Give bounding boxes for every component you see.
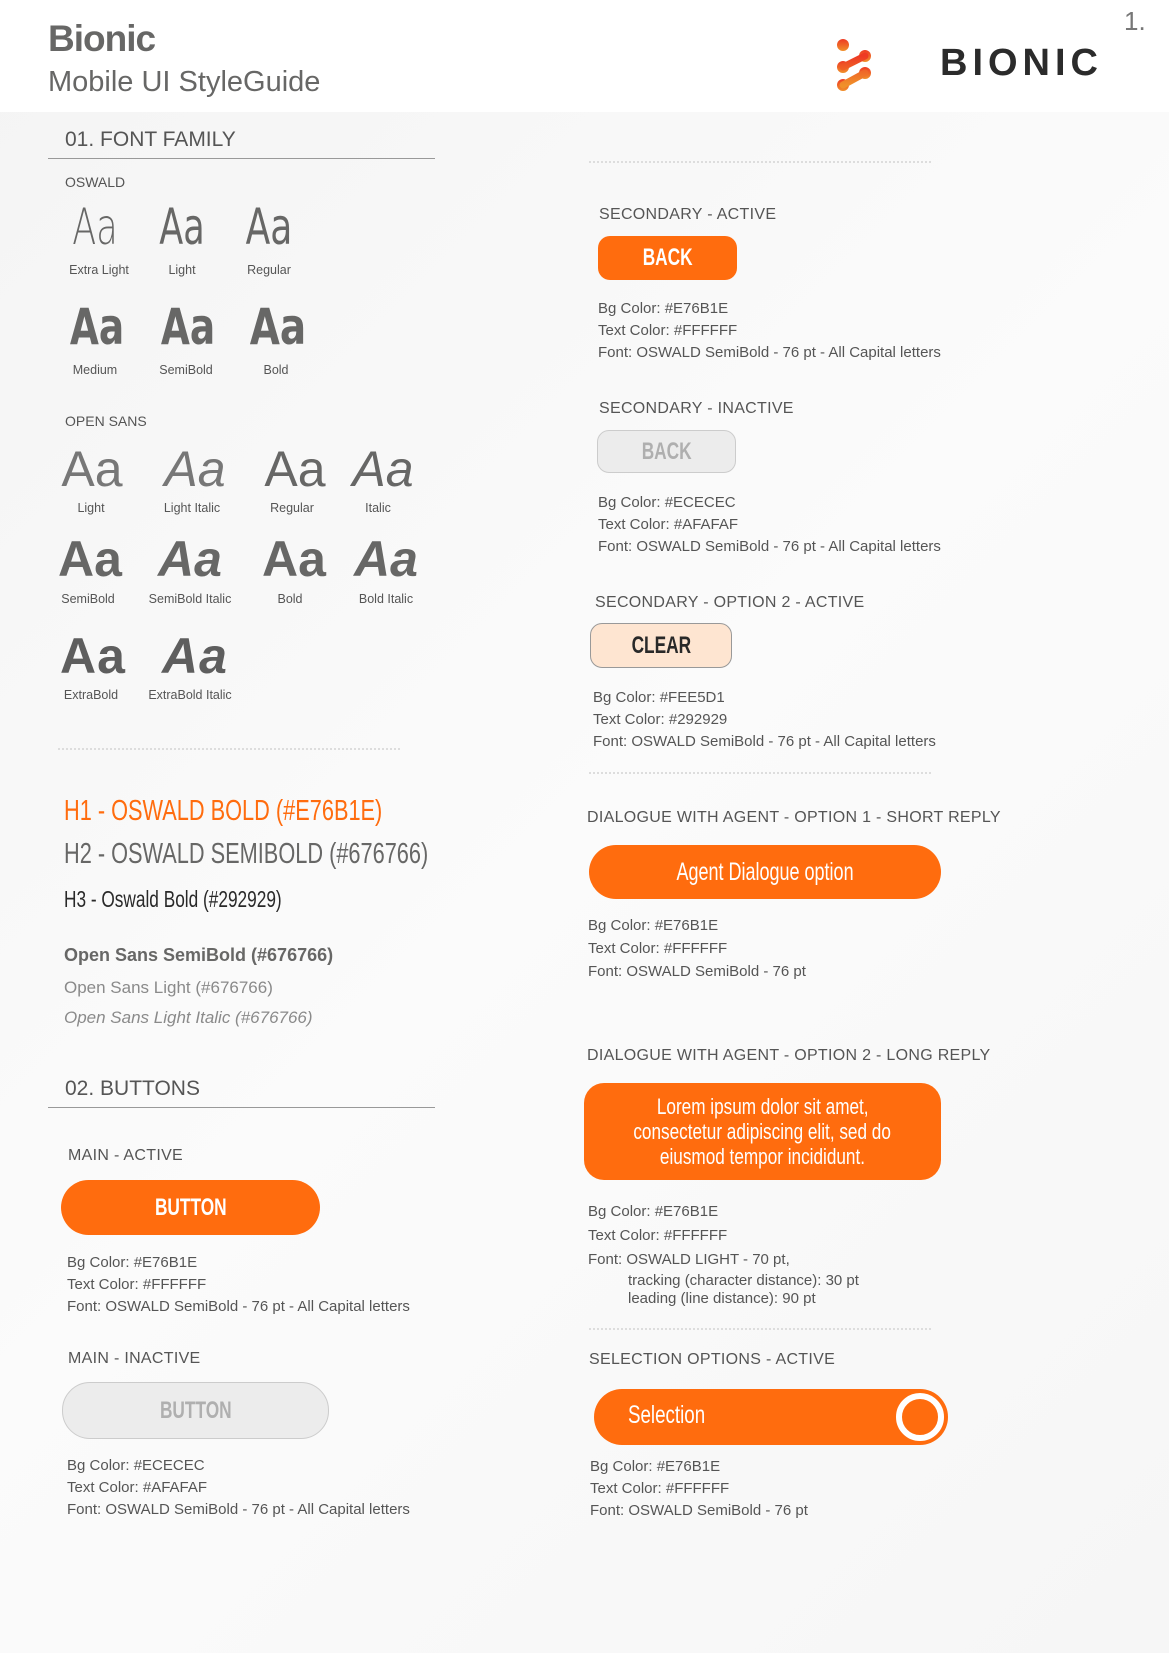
weight-label: SemiBold Italic <box>148 592 232 606</box>
weight-label: Bold <box>263 363 289 377</box>
open-sans-sample: Aa <box>264 441 326 497</box>
main-active-info: Bg Color: #E76B1E Text Color: #FFFFFF Font: OSWALD SemiBold - 76 pt - All Capital letters <box>67 1254 410 1315</box>
main-inactive-button[interactable]: BUTTON <box>62 1382 329 1439</box>
heading-dialogue-long: DIALOGUE WITH AGENT - OPTION 2 - LONG REPLY <box>587 1047 991 1064</box>
weight-label: Light Italic <box>163 501 221 515</box>
secondary-option2-info: Bg Color: #FEE5D1 Text Color: #292929 Font: OSWALD SemiBold - 76 pt - All Capital letters <box>593 689 936 750</box>
selection-info: Bg Color: #E76B1E Text Color: #FFFFFF Font: OSWALD SemiBold - 76 pt <box>590 1458 808 1519</box>
weight-label: Extra Light <box>69 263 129 277</box>
typography-open-sans-light-italic: Open Sans Light Italic (#676766) <box>64 1008 313 1027</box>
page-title: Bionic <box>48 18 156 59</box>
weight-label: SemiBold <box>159 363 213 377</box>
heading-main-active: MAIN - ACTIVE <box>68 1147 184 1164</box>
oswald-sample: Aa <box>160 298 216 356</box>
typography-h2: H2 - OSWALD SEMIBOLD (#676766) <box>64 838 429 870</box>
typography-open-sans-semibold: Open Sans SemiBold (#676766) <box>64 945 334 965</box>
font-label-open-sans: OPEN SANS <box>65 413 147 429</box>
open-sans-sample: Aa <box>164 441 226 497</box>
weight-label: Regular <box>247 263 291 277</box>
back-active-button[interactable]: BACK <box>598 236 737 280</box>
page-subtitle: Mobile UI StyleGuide <box>48 66 321 98</box>
divider <box>48 158 435 159</box>
open-sans-sample: Aa <box>61 441 123 497</box>
clear-button[interactable]: CLEAR <box>590 623 732 668</box>
heading-selection: SELECTION OPTIONS - ACTIVE <box>589 1351 836 1368</box>
weight-label: ExtraBold <box>63 688 119 702</box>
oswald-sample: Aa <box>69 298 125 356</box>
weight-label: ExtraBold Italic <box>148 688 232 702</box>
weight-label: Bold <box>277 592 303 606</box>
dialogue-long-info: Bg Color: #E76B1E Text Color: #FFFFFF Font: OSWALD LIGHT - 70 pt, tracking (character distance): 30 pt leading (line distance): 90 pt <box>588 1203 859 1307</box>
main-active-button[interactable]: BUTTON <box>61 1180 320 1235</box>
typography-open-sans-light: Open Sans Light (#676766) <box>64 978 273 997</box>
oswald-sample: Aa <box>245 198 293 256</box>
bionic-logo-icon <box>834 38 874 94</box>
oswald-sample: Aa <box>72 198 118 256</box>
open-sans-sample: Aa <box>354 531 418 587</box>
selection-option-button[interactable] <box>594 1389 948 1445</box>
font-label-oswald: OSWALD <box>65 174 126 190</box>
open-sans-sample: Aa <box>262 531 326 587</box>
oswald-sample: Aa <box>249 298 307 356</box>
page-number: 1. <box>1124 6 1146 36</box>
open-sans-sample: Aa <box>162 628 228 684</box>
weight-label: Light <box>168 263 196 277</box>
agent-dialogue-option-button[interactable]: Agent Dialogue option <box>589 845 941 899</box>
weight-label: Regular <box>270 501 314 515</box>
open-sans-sample: Aa <box>60 628 126 684</box>
weight-label: Italic <box>365 501 391 515</box>
secondary-inactive-info: Bg Color: #ECECEC Text Color: #AFAFAF Font: OSWALD SemiBold - 76 pt - All Capital letters <box>598 494 941 555</box>
back-inactive-button[interactable]: BACK <box>597 430 736 473</box>
logo-wordmark: BIONIC <box>940 42 1103 84</box>
divider <box>48 1107 435 1108</box>
dotted-divider <box>589 161 931 163</box>
heading-secondary-active: SECONDARY - ACTIVE <box>599 206 777 223</box>
heading-main-inactive: MAIN - INACTIVE <box>68 1350 201 1367</box>
weight-label: Bold Italic <box>358 592 414 606</box>
dotted-divider <box>589 1328 931 1330</box>
typography-h1: H1 - OSWALD BOLD (#E76B1E) <box>64 795 383 827</box>
section-title-font-family: 01. FONT FAMILY <box>65 128 236 151</box>
heading-secondary-option2: SECONDARY - OPTION 2 - ACTIVE <box>595 594 865 611</box>
agent-long-reply-bubble[interactable]: Lorem ipsum dolor sit amet, consectetur adipiscing elit, sed do eiusmod tempor incididunt. <box>584 1083 941 1180</box>
heading-dialogue-short: DIALOGUE WITH AGENT - OPTION 1 - SHORT REPLY <box>587 809 1001 826</box>
main-inactive-info: Bg Color: #ECECEC Text Color: #AFAFAF Font: OSWALD SemiBold - 76 pt - All Capital letters <box>67 1457 410 1518</box>
weight-label: Light <box>77 501 105 515</box>
radio-circle-icon[interactable] <box>896 1393 944 1441</box>
dialogue-short-info: Bg Color: #E76B1E Text Color: #FFFFFF Font: OSWALD SemiBold - 76 pt <box>588 917 806 980</box>
heading-secondary-inactive: SECONDARY - INACTIVE <box>599 400 794 417</box>
section-title-buttons: 02. BUTTONS <box>65 1077 200 1100</box>
dotted-divider <box>589 772 931 774</box>
weight-label: Medium <box>72 363 118 377</box>
weight-label: SemiBold <box>61 592 115 606</box>
typography-h3: H3 - Oswald Bold (#292929) <box>64 886 282 912</box>
secondary-active-info: Bg Color: #E76B1E Text Color: #FFFFFF Font: OSWALD SemiBold - 76 pt - All Capital letters <box>598 300 941 361</box>
selection-label: Selection <box>628 1401 706 1429</box>
open-sans-sample: Aa <box>158 531 222 587</box>
dotted-divider <box>58 748 400 750</box>
open-sans-sample: Aa <box>352 441 414 497</box>
open-sans-sample: Aa <box>58 531 122 587</box>
oswald-sample: Aa <box>159 198 205 256</box>
